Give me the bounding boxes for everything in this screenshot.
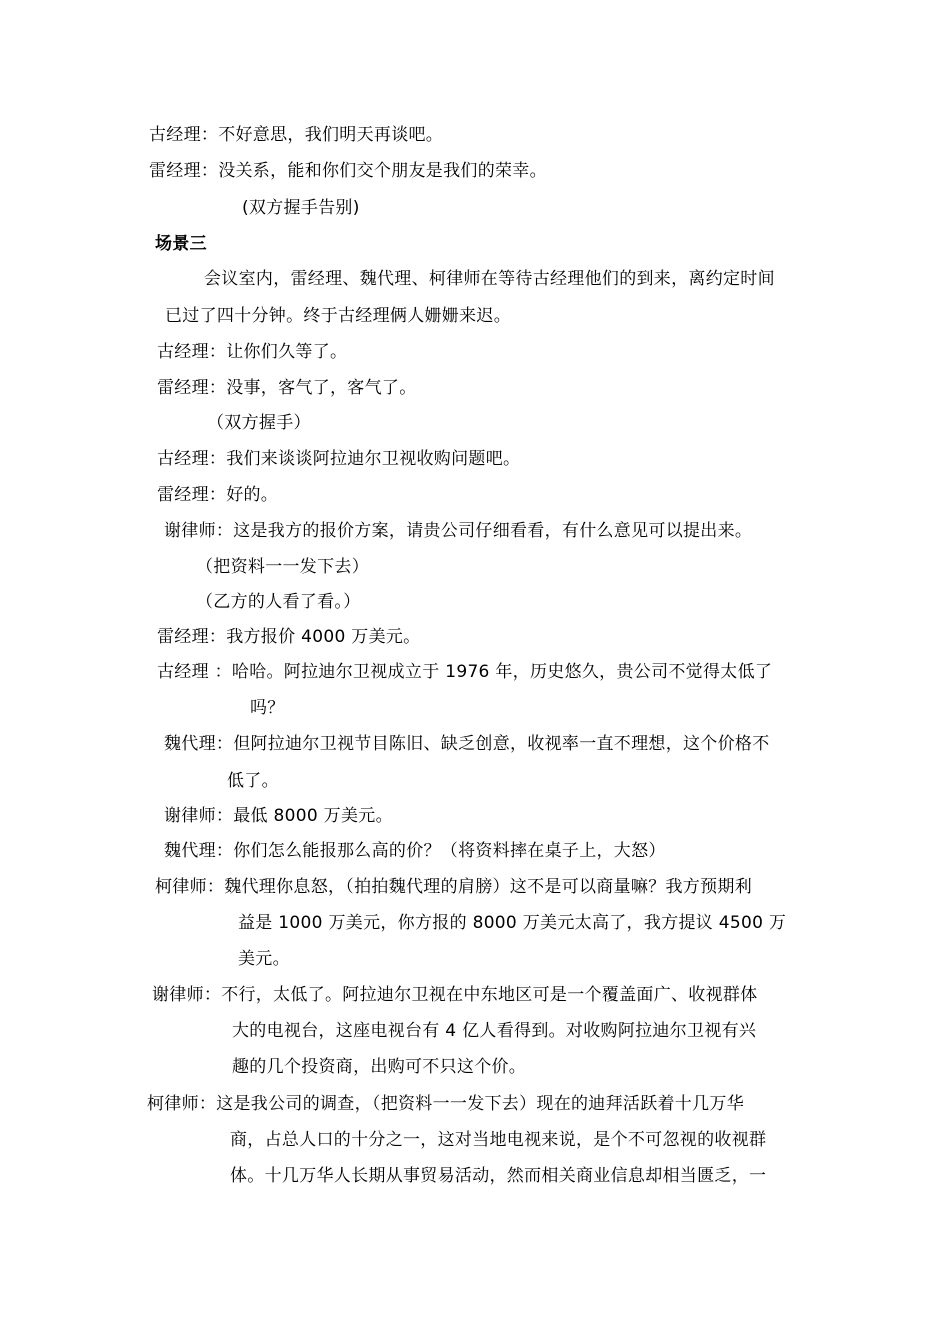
dialogue-line: 谢律师：不行，太低了。阿拉迪尔卫视在中东地区可是一个覆盖面广、收视群体 [152, 985, 758, 1005]
dialogue-line: 雷经理：没事，客气了，客气了。 [157, 378, 417, 398]
stage-direction: （乙方的人看了看。） [196, 592, 361, 612]
dialogue-line: 柯律师：这是我公司的调查，（把资料一一发下去）现在的迪拜活跃着十几万华 [147, 1094, 744, 1114]
stage-direction: （把资料一一发下去） [196, 557, 369, 577]
scene-heading: 场景三 [155, 234, 207, 254]
dialogue-continuation: 趣的几个投资商，出购可不只这个价。 [232, 1057, 527, 1077]
dialogue-continuation: 益是 1000 万美元，你方报的 8000 万美元太高了，我方提议 4500 万 [238, 913, 787, 933]
dialogue-line: 谢律师：最低 8000 万美元。 [164, 806, 393, 826]
dialogue-continuation: 大的电视台，这座电视台有 4 亿人看得到。对收购阿拉迪尔卫视有兴 [232, 1021, 757, 1041]
narration-line: 会议室内，雷经理、魏代理、柯律师在等待古经理他们的到来，离约定时间 [204, 269, 775, 289]
stage-direction: (双方握手告别) [242, 198, 360, 218]
dialogue-line: 雷经理：没关系，能和你们交个朋友是我们的荣幸。 [149, 161, 547, 181]
dialogue-continuation: 低了。 [227, 771, 279, 791]
narration-line: 已过了四十分钟。终于古经理俩人姗姗来迟。 [165, 306, 511, 326]
dialogue-line: 魏代理：你们怎么能报那么高的价？（将资料摔在桌子上，大怒） [164, 841, 666, 861]
dialogue-continuation: 美元。 [238, 949, 290, 969]
dialogue-line: 古经理：不好意思，我们明天再谈吧。 [149, 125, 444, 145]
stage-direction: （双方握手） [207, 413, 311, 433]
dialogue-continuation: 吗？ [250, 698, 285, 718]
dialogue-continuation: 商，占总人口的十分之一，这对当地电视来说，是个不可忽视的收视群 [230, 1130, 767, 1150]
dialogue-line: 古经理：让你们久等了。 [157, 342, 348, 362]
dialogue-line: 谢律师：这是我方的报价方案，请贵公司仔细看看，有什么意见可以提出来。 [164, 521, 753, 541]
dialogue-line: 魏代理：但阿拉迪尔卫视节目陈旧、缺乏创意，收视率一直不理想，这个价格不 [164, 734, 770, 754]
dialogue-continuation: 体。十几万华人长期从事贸易活动，然而相关商业信息却相当匮乏，一 [230, 1166, 767, 1186]
dialogue-line: 柯律师：魏代理你息怒，（拍拍魏代理的肩膀）这不是可以商量嘛？我方预期利 [155, 877, 752, 897]
dialogue-line: 雷经理：我方报价 4000 万美元。 [157, 627, 421, 647]
dialogue-line: 雷经理：好的。 [157, 485, 279, 505]
dialogue-line: 古经理：我们来谈谈阿拉迪尔卫视收购问题吧。 [157, 449, 521, 469]
dialogue-line: 古经理 ：哈哈。阿拉迪尔卫视成立于 1976 年，历史悠久，贵公司不觉得太低了 [157, 662, 773, 682]
